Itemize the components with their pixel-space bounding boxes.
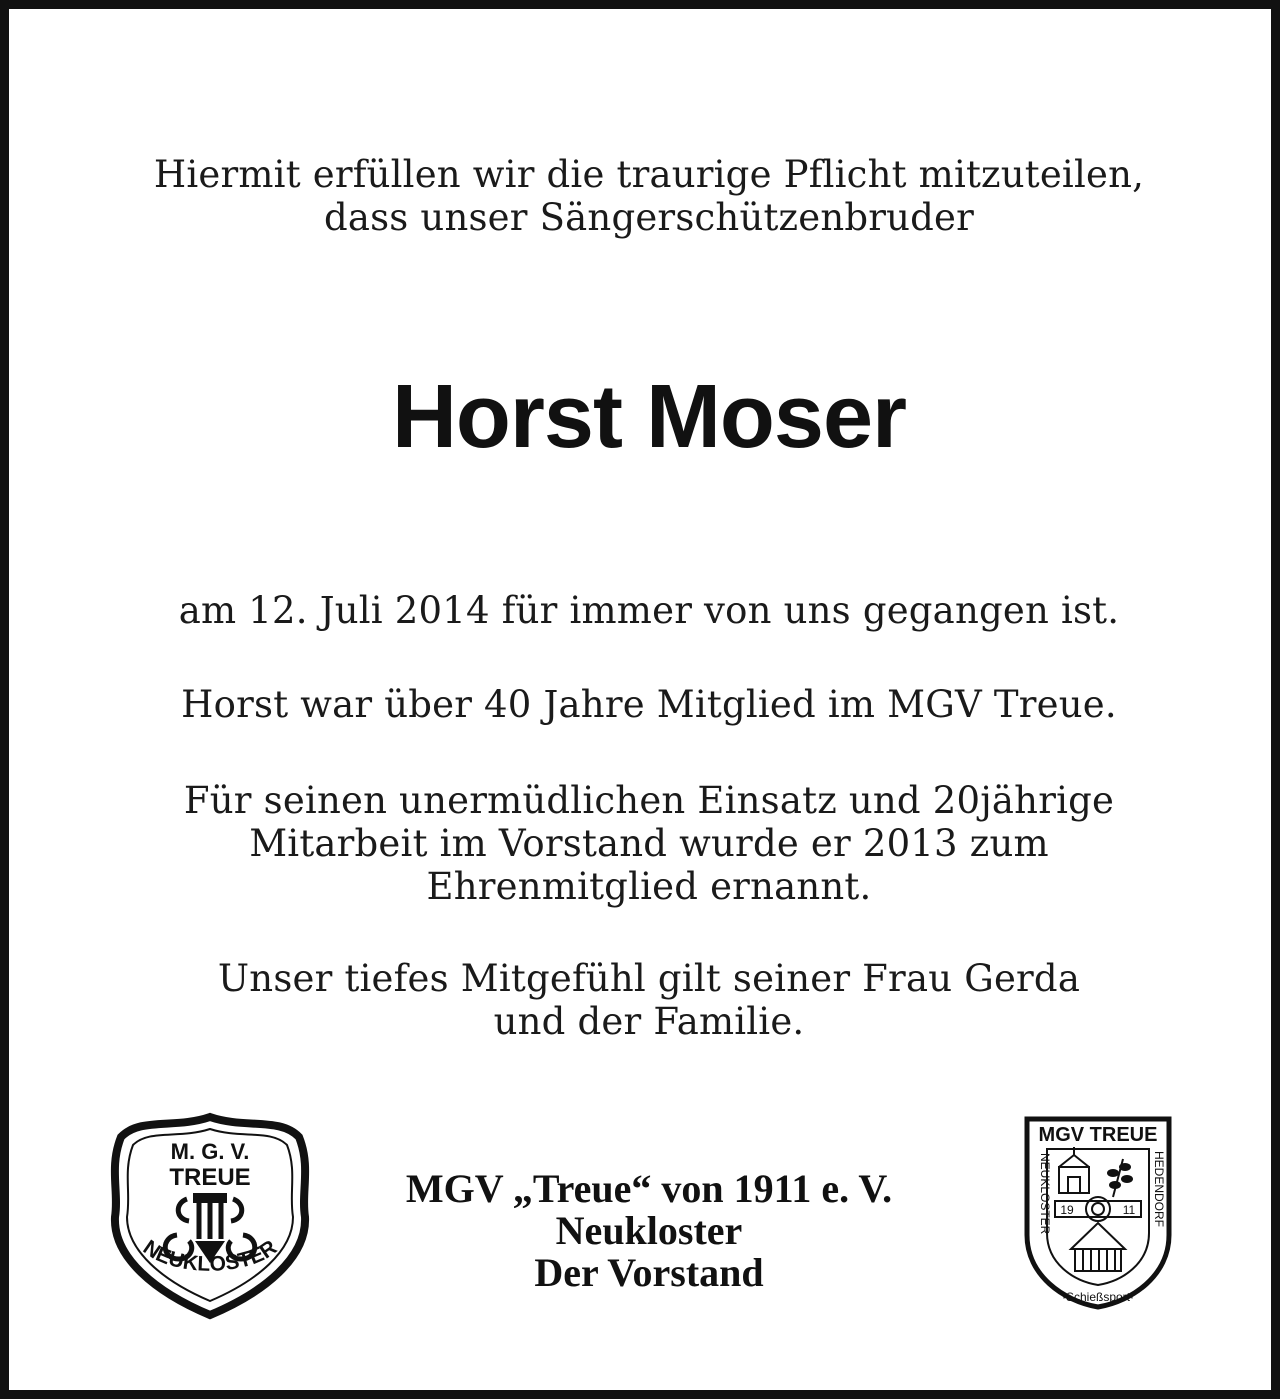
logo-right-text-bottom: ·Schießsport· <box>1061 1290 1135 1304</box>
death-line <box>9 589 1280 632</box>
logo-right-year-right: 11 <box>1122 1203 1136 1217</box>
intro-line-2: dass unser Sängerschützenbruder <box>323 196 975 239</box>
lyre-shield-icon <box>105 1107 315 1327</box>
signature-town: Neukloster <box>555 1208 743 1253</box>
logo-right-text-left: NEUKLOSTER <box>1038 1153 1052 1235</box>
signature-club: MGV „Treue“ von 1911 e. V. <box>405 1166 893 1211</box>
signature-block <box>309 1168 989 1294</box>
honor-text <box>9 779 1280 908</box>
membership-line <box>9 683 1280 726</box>
condolence-line-2: und der Familie. <box>493 1000 805 1043</box>
logo-right-year-left: 19 <box>1060 1203 1074 1217</box>
condolence-line-1: Unser tiefes Mitgefühl gilt seiner Frau Gerda <box>217 957 1081 1000</box>
mgv-treue-logo <box>105 1107 315 1327</box>
intro-line-1: Hiermit erfüllen wir die traurige Pflicht mitzuteilen, <box>153 153 1145 196</box>
honor-line-2: Mitarbeit im Vorstand wurde er 2013 zum <box>249 822 1049 865</box>
shooting-club-shield-icon <box>1023 1115 1173 1311</box>
honor-line-3: Ehrenmitglied ernannt. <box>426 865 872 908</box>
logo-right-text-right: HEDENDORF <box>1152 1151 1166 1228</box>
logo-right-text-top: MGV TREUE <box>1038 1124 1158 1146</box>
logo-left-text-top: M. G. V. <box>170 1139 250 1164</box>
mgv-schiesssport-logo <box>1023 1115 1173 1311</box>
condolence-text <box>9 957 1280 1043</box>
honor-line-1: Für seinen unermüdlichen Einsatz und 20jährige <box>183 779 1115 822</box>
logo-left-text-bottom: NEUKLOSTER <box>138 1235 282 1276</box>
membership-line-text: Horst war über 40 Jahre Mitglied im MGV Treue. <box>181 683 1117 726</box>
intro-text <box>9 153 1280 239</box>
logo-left-text-mid: TREUE <box>169 1164 251 1191</box>
death-line-text: am 12. Juli 2014 für immer von uns gegangen ist. <box>178 589 1120 632</box>
deceased-name: Horst Moser <box>391 367 907 467</box>
signature-board: Der Vorstand <box>534 1250 764 1295</box>
